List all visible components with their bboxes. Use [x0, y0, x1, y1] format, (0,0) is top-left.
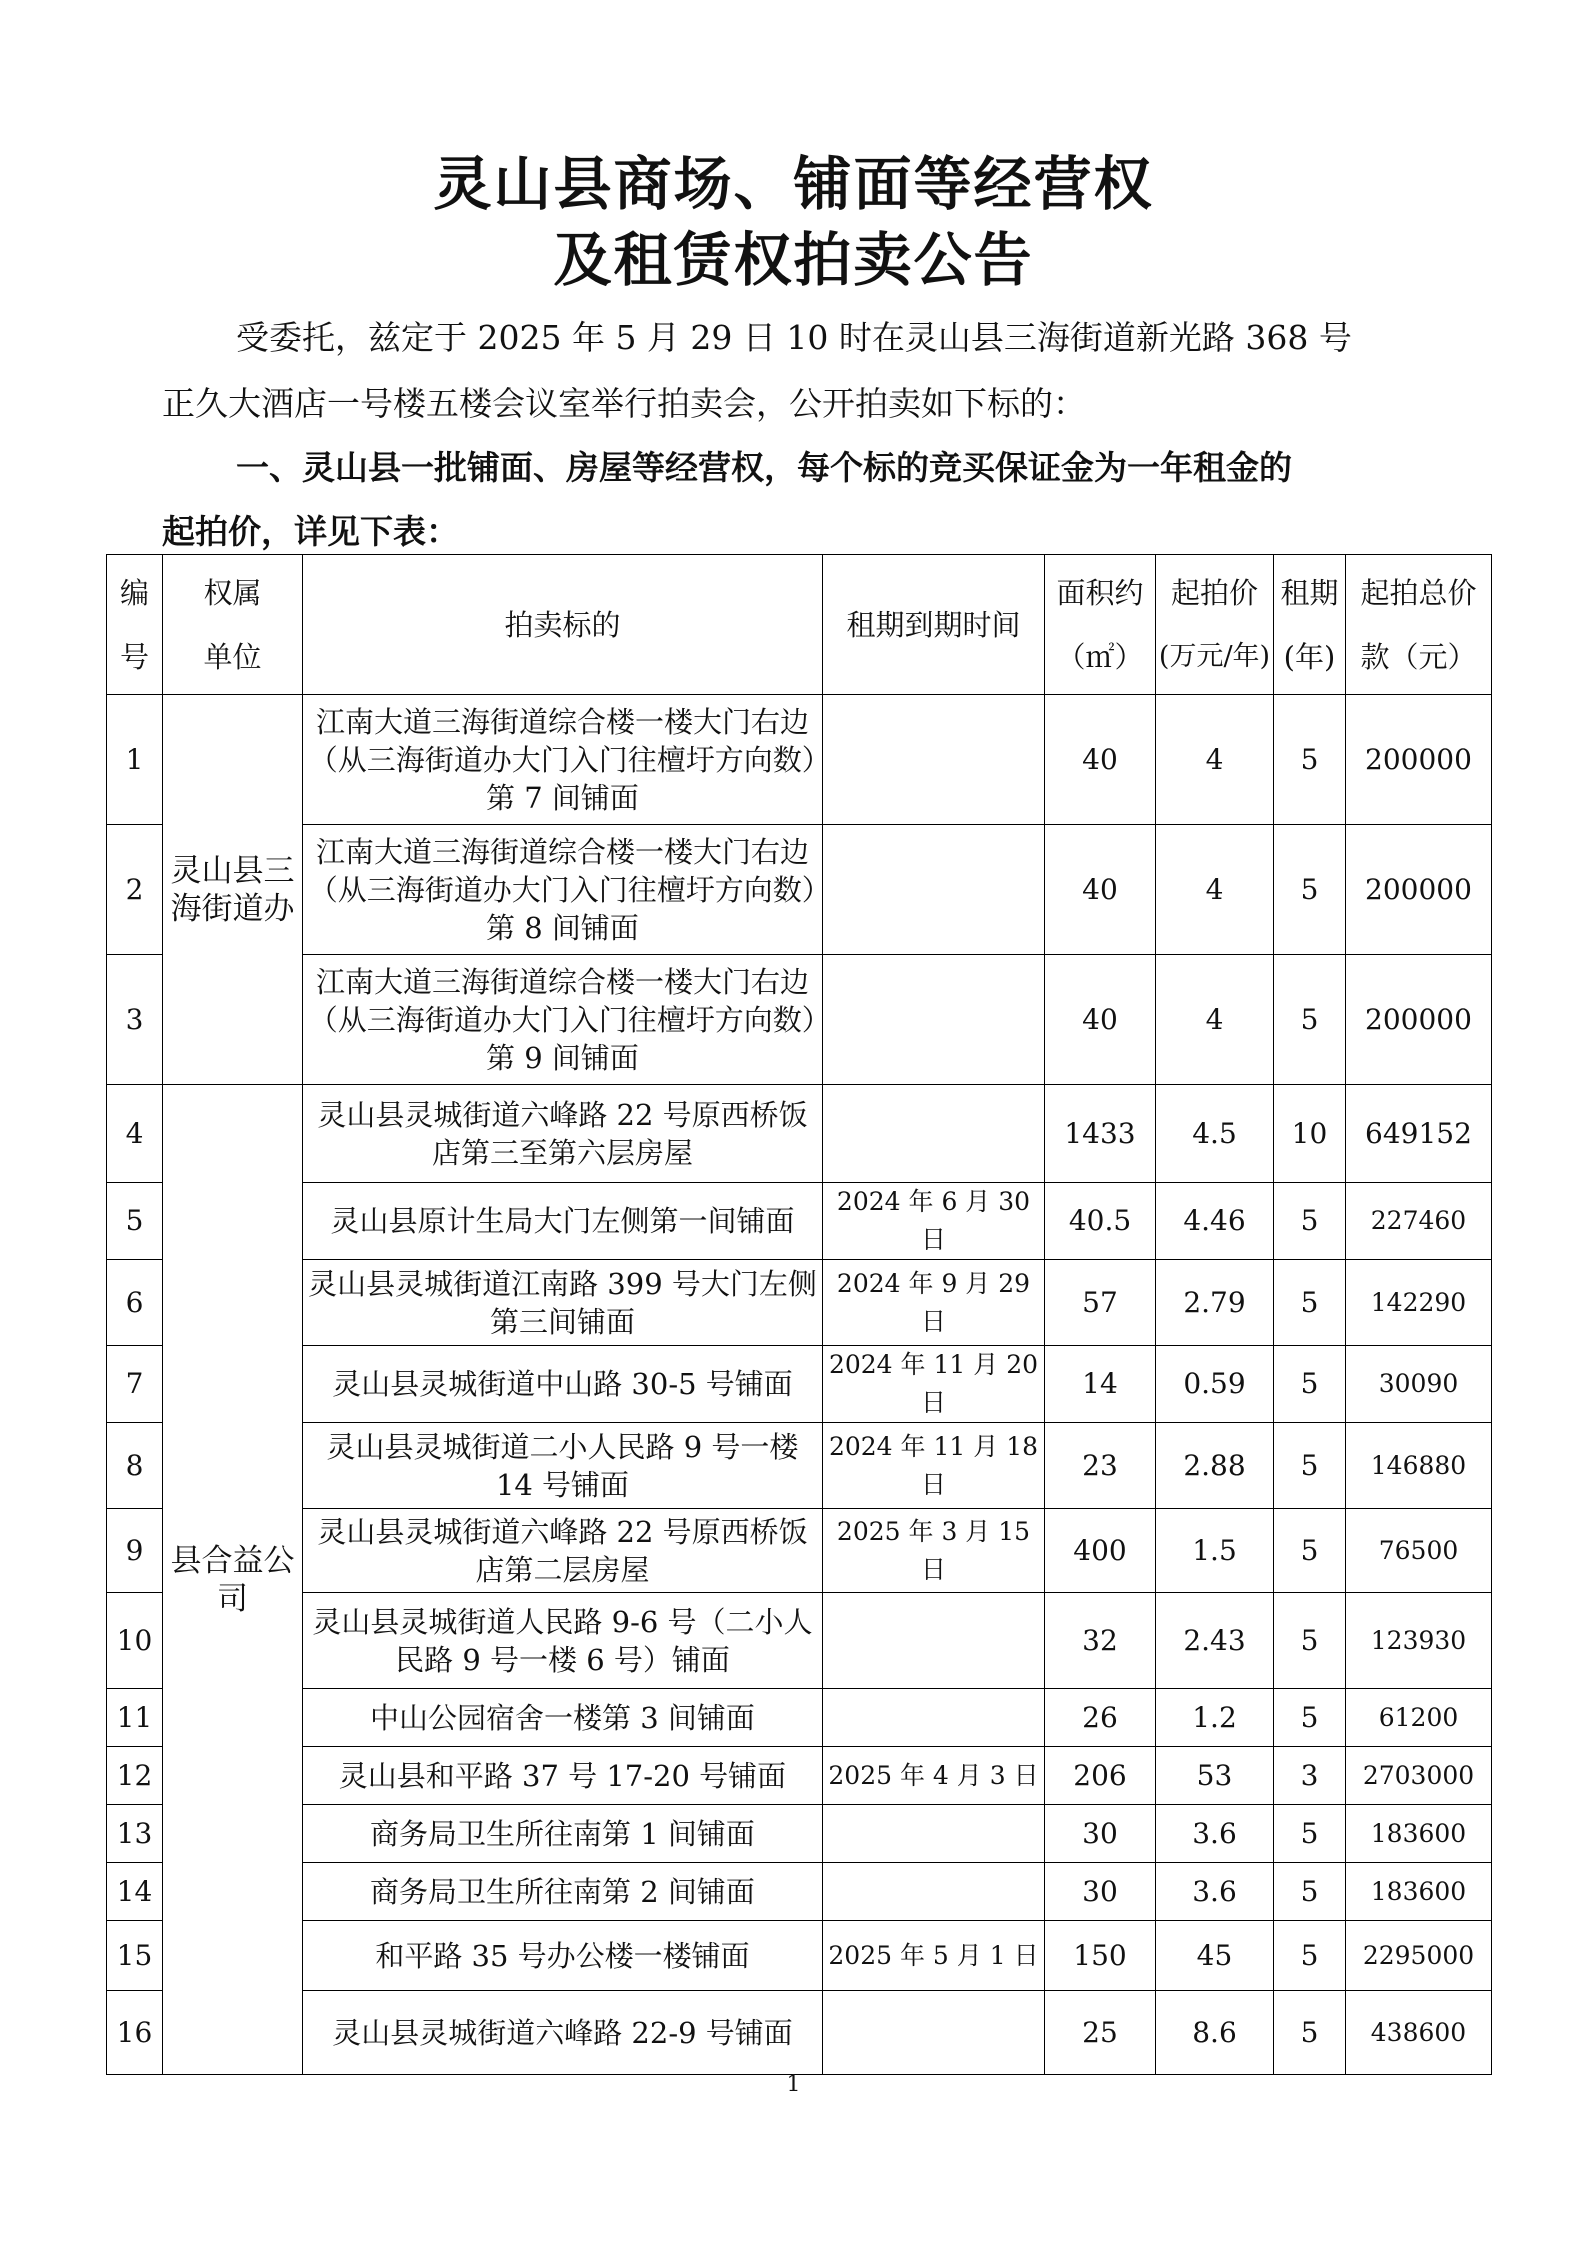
row-term: 5	[1274, 955, 1346, 1085]
row-expire	[823, 1689, 1045, 1747]
row-total: 142290	[1346, 1260, 1492, 1346]
row-area: 25	[1045, 1991, 1156, 2075]
row-expire	[823, 1991, 1045, 2075]
table-row	[107, 1085, 1492, 1183]
row-area: 206	[1045, 1747, 1156, 1805]
row-target: 灵山县灵城街道中山路 30-5 号铺面	[303, 1346, 823, 1423]
header-price: 起拍价 (万元/年)	[1156, 555, 1274, 695]
header-area: 面积约 （㎡）	[1045, 555, 1156, 695]
row-expire: 2025 年 5 月 1 日	[823, 1921, 1045, 1991]
row-number: 15	[107, 1921, 163, 1991]
page-title-line-2: 及租赁权拍卖公告	[553, 226, 1034, 294]
row-number: 12	[107, 1747, 163, 1805]
page-title-line-1: 灵山县商场、铺面等经营权	[433, 150, 1154, 218]
row-price: 1.5	[1156, 1509, 1274, 1593]
row-target: 灵山县灵城街道人民路 9-6 号（二小人民路 9 号一楼 6 号）铺面	[303, 1593, 823, 1689]
row-expire: 2024 年 6 月 30 日	[823, 1183, 1045, 1260]
row-price: 8.6	[1156, 1991, 1274, 2075]
row-total: 200000	[1346, 955, 1492, 1085]
table-row	[107, 1346, 1492, 1423]
header-owner: 权属 单位	[163, 555, 303, 695]
row-area: 30	[1045, 1805, 1156, 1863]
table-row	[107, 1747, 1492, 1805]
row-target: 灵山县灵城街道二小人民路 9 号一楼 14 号铺面	[303, 1423, 823, 1509]
row-expire: 2024 年 11 月 20 日	[823, 1346, 1045, 1423]
row-term: 5	[1274, 1805, 1346, 1863]
row-price: 3.6	[1156, 1805, 1274, 1863]
row-target: 中山公园宿舍一楼第 3 间铺面	[303, 1689, 823, 1747]
row-target: 江南大道三海街道综合楼一楼大门右边（从三海街道办大门入门往檀圩方向数）第 8 间铺面	[303, 825, 823, 955]
row-term: 5	[1274, 1921, 1346, 1991]
header-number: 编 号	[107, 555, 163, 695]
table-row	[107, 825, 1492, 955]
row-number: 6	[107, 1260, 163, 1346]
section-heading-line-1: 一、灵山县一批铺面、房屋等经营权，每个标的竞买保证金为一年租金的	[236, 448, 1292, 487]
row-target: 灵山县灵城街道六峰路 22 号原西桥饭店第三至第六层房屋	[303, 1085, 823, 1183]
row-area: 40	[1045, 695, 1156, 825]
row-expire	[823, 1085, 1045, 1183]
row-area: 150	[1045, 1921, 1156, 1991]
table-row	[107, 1423, 1492, 1509]
intro-paragraph-line-2: 正久大酒店一号楼五楼会议室举行拍卖会，公开拍卖如下标的：	[162, 384, 1086, 423]
row-total: 2295000	[1346, 1921, 1492, 1991]
row-term: 3	[1274, 1747, 1346, 1805]
row-price: 4	[1156, 695, 1274, 825]
table-row	[107, 1863, 1492, 1921]
table-row	[107, 1921, 1492, 1991]
row-expire: 2024 年 11 月 18 日	[823, 1423, 1045, 1509]
table-row	[107, 695, 1492, 825]
row-area: 32	[1045, 1593, 1156, 1689]
row-term: 5	[1274, 1260, 1346, 1346]
table-row	[107, 1805, 1492, 1863]
row-price: 53	[1156, 1747, 1274, 1805]
row-area: 40.5	[1045, 1183, 1156, 1260]
row-area: 400	[1045, 1509, 1156, 1593]
row-price: 2.88	[1156, 1423, 1274, 1509]
row-term: 5	[1274, 1689, 1346, 1747]
table-row	[107, 1260, 1492, 1346]
row-term: 5	[1274, 1593, 1346, 1689]
row-expire	[823, 955, 1045, 1085]
section-heading-line-2: 起拍价，详见下表：	[162, 512, 459, 551]
row-number: 3	[107, 955, 163, 1085]
row-expire	[823, 1805, 1045, 1863]
row-total: 76500	[1346, 1509, 1492, 1593]
row-term: 5	[1274, 1509, 1346, 1593]
row-number: 4	[107, 1085, 163, 1183]
row-target: 灵山县灵城街道江南路 399 号大门左侧第三间铺面	[303, 1260, 823, 1346]
row-area: 23	[1045, 1423, 1156, 1509]
row-number: 2	[107, 825, 163, 955]
table-row	[107, 1689, 1492, 1747]
row-expire: 2025 年 4 月 3 日	[823, 1747, 1045, 1805]
row-term: 10	[1274, 1085, 1346, 1183]
table-row	[107, 1991, 1492, 2075]
table-header-row	[107, 555, 1492, 695]
row-price: 4	[1156, 825, 1274, 955]
row-total: 200000	[1346, 825, 1492, 955]
row-total: 438600	[1346, 1991, 1492, 2075]
row-number: 10	[107, 1593, 163, 1689]
row-price: 2.79	[1156, 1260, 1274, 1346]
row-area: 26	[1045, 1689, 1156, 1747]
row-price: 3.6	[1156, 1863, 1274, 1921]
row-area: 40	[1045, 955, 1156, 1085]
intro-paragraph-line-1: 受委托，兹定于 2025 年 5 月 29 日 10 时在灵山县三海街道新光路 368 号	[236, 318, 1352, 357]
row-term: 5	[1274, 825, 1346, 955]
row-total: 61200	[1346, 1689, 1492, 1747]
row-term: 5	[1274, 1991, 1346, 2075]
row-price: 4	[1156, 955, 1274, 1085]
row-total: 30090	[1346, 1346, 1492, 1423]
row-target: 商务局卫生所往南第 1 间铺面	[303, 1805, 823, 1863]
row-price: 4.46	[1156, 1183, 1274, 1260]
owner-cell: 县合益公司	[163, 1085, 303, 2075]
row-target: 和平路 35 号办公楼一楼铺面	[303, 1921, 823, 1991]
row-target: 灵山县原计生局大门左侧第一间铺面	[303, 1183, 823, 1260]
row-target: 灵山县和平路 37 号 17-20 号铺面	[303, 1747, 823, 1805]
row-number: 7	[107, 1346, 163, 1423]
row-target: 灵山县灵城街道六峰路 22-9 号铺面	[303, 1991, 823, 2075]
row-number: 16	[107, 1991, 163, 2075]
header-total: 起拍总价 款（元）	[1346, 555, 1492, 695]
row-total: 200000	[1346, 695, 1492, 825]
row-target: 商务局卫生所往南第 2 间铺面	[303, 1863, 823, 1921]
row-expire	[823, 1593, 1045, 1689]
row-area: 1433	[1045, 1085, 1156, 1183]
row-target: 江南大道三海街道综合楼一楼大门右边（从三海街道办大门入门往檀圩方向数）第 7 间铺面	[303, 695, 823, 825]
page-number: 1	[786, 2072, 801, 2097]
row-expire	[823, 695, 1045, 825]
row-term: 5	[1274, 1863, 1346, 1921]
row-number: 8	[107, 1423, 163, 1509]
row-expire: 2025 年 3 月 15 日	[823, 1509, 1045, 1593]
row-number: 14	[107, 1863, 163, 1921]
row-area: 57	[1045, 1260, 1156, 1346]
row-number: 13	[107, 1805, 163, 1863]
row-term: 5	[1274, 695, 1346, 825]
row-price: 1.2	[1156, 1689, 1274, 1747]
row-total: 2703000	[1346, 1747, 1492, 1805]
table-row	[107, 1509, 1492, 1593]
row-target: 江南大道三海街道综合楼一楼大门右边（从三海街道办大门入门往檀圩方向数）第 9 间铺面	[303, 955, 823, 1085]
row-price: 2.43	[1156, 1593, 1274, 1689]
row-price: 45	[1156, 1921, 1274, 1991]
table-row	[107, 1593, 1492, 1689]
row-area: 14	[1045, 1346, 1156, 1423]
row-number: 11	[107, 1689, 163, 1747]
row-total: 146880	[1346, 1423, 1492, 1509]
row-area: 30	[1045, 1863, 1156, 1921]
owner-cell: 灵山县三海街道办	[163, 695, 303, 1085]
row-target: 灵山县灵城街道六峰路 22 号原西桥饭店第二层房屋	[303, 1509, 823, 1593]
row-number: 9	[107, 1509, 163, 1593]
table-row	[107, 1183, 1492, 1260]
row-term: 5	[1274, 1346, 1346, 1423]
header-expire: 租期到期时间	[823, 555, 1045, 695]
row-total: 183600	[1346, 1805, 1492, 1863]
row-price: 0.59	[1156, 1346, 1274, 1423]
table-row	[107, 955, 1492, 1085]
auction-table	[106, 554, 1492, 2075]
row-number: 5	[107, 1183, 163, 1260]
row-number: 1	[107, 695, 163, 825]
header-target: 拍卖标的	[303, 555, 823, 695]
row-term: 5	[1274, 1183, 1346, 1260]
row-total: 123930	[1346, 1593, 1492, 1689]
row-total: 649152	[1346, 1085, 1492, 1183]
row-price: 4.5	[1156, 1085, 1274, 1183]
row-expire	[823, 825, 1045, 955]
row-area: 40	[1045, 825, 1156, 955]
row-expire: 2024 年 9 月 29 日	[823, 1260, 1045, 1346]
row-expire	[823, 1863, 1045, 1921]
header-term: 租期 (年)	[1274, 555, 1346, 695]
row-total: 227460	[1346, 1183, 1492, 1260]
row-total: 183600	[1346, 1863, 1492, 1921]
row-term: 5	[1274, 1423, 1346, 1509]
